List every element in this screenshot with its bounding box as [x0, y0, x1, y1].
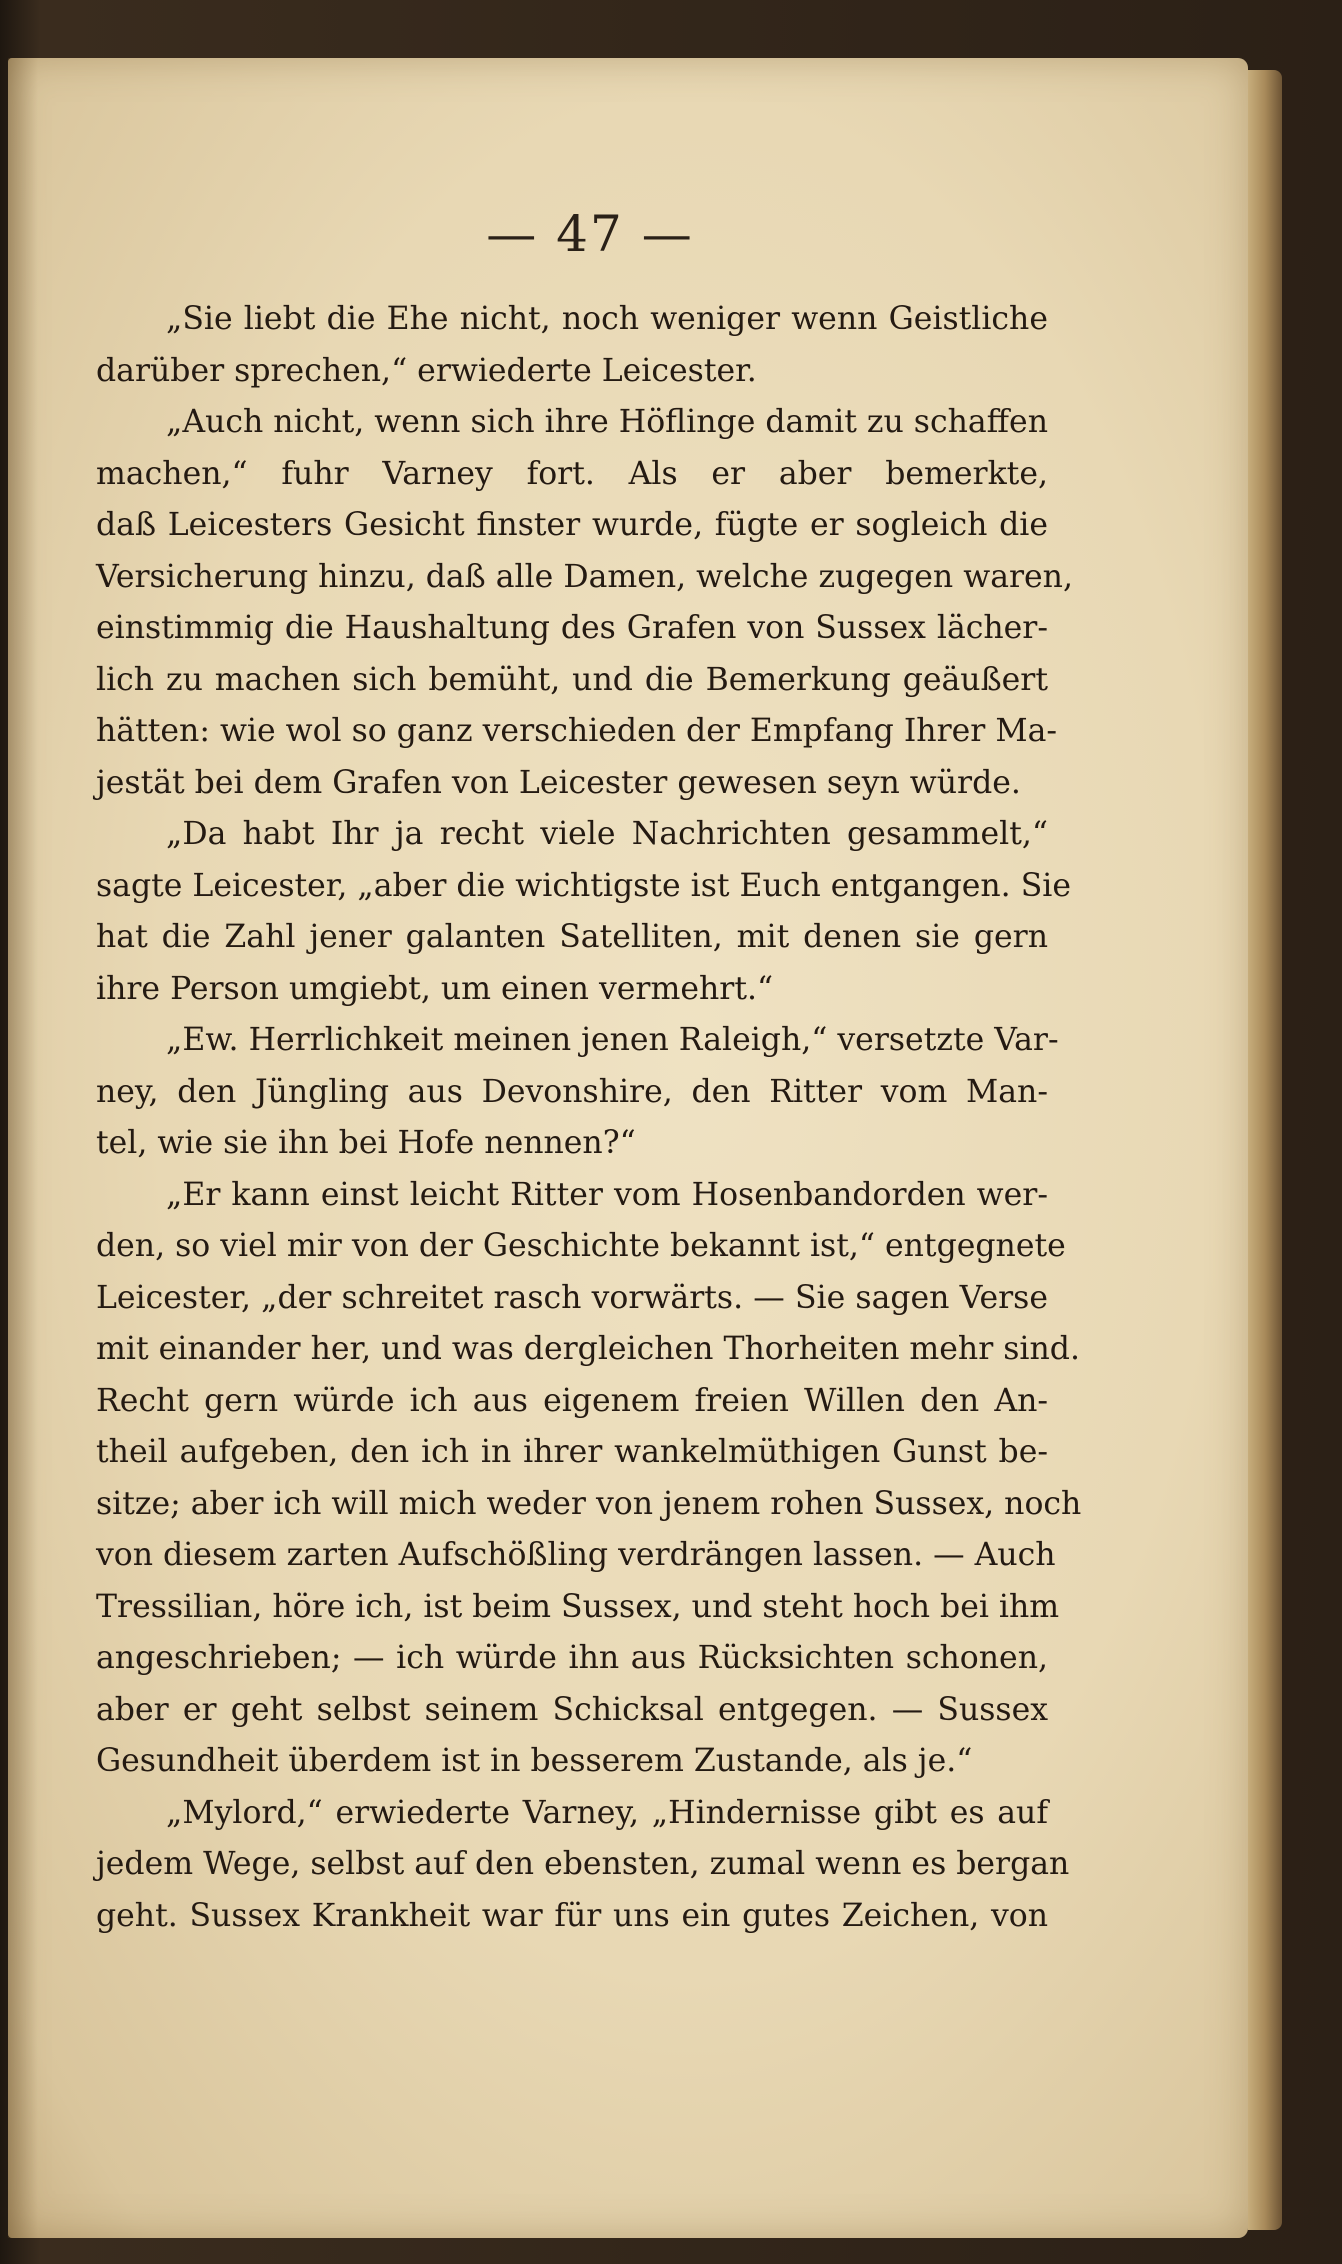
text-line: „Auch nicht, wenn sich ihre Höflinge damit zu schaffen [166, 404, 1048, 440]
text-line: tel, wie sie ihn bei Hofe nennen?“ [96, 1125, 636, 1161]
text-line: ihre Person umgiebt, um einen vermehrt.“ [96, 970, 774, 1007]
text-line: jestät bei dem Grafen von Leicester gewesen seyn würde. [96, 764, 1021, 801]
text-line: lich zu machen sich bemüht, und die Bemerkung geäußert [96, 661, 1048, 698]
text-line: „Mylord,“ erwiederte Varney, „Hindernisse gibt es auf [166, 1794, 1048, 1831]
text-line: theil aufgeben, den ich in ihrer wankelmüthigen Gunst be- [96, 1434, 1048, 1470]
body-text [96, 294, 1082, 1942]
text-line: „Sie liebt die Ehe nicht, noch weniger wenn Geistliche [166, 301, 1048, 337]
text-line: „Ew. Herrlichkeit meinen jenen Raleigh,“ versetzte Var- [166, 1022, 1059, 1058]
text-line: einstimmig die Haushaltung des Grafen von Sussex lächer- [96, 610, 1048, 646]
text-line: angeschrieben; — ich würde ihn aus Rücksichten schonen, [96, 1640, 1048, 1676]
text-line: Tressilian, höre ich, ist beim Sussex, und steht hoch bei ihm [96, 1588, 1060, 1625]
text-line: daß Leicesters Gesicht finster wurde, fügte er sogleich die [96, 507, 1048, 543]
text-line: von diesem zarten Aufschößling verdrängen lassen. — Auch [96, 1537, 1056, 1573]
text-line: ney, den Jüngling aus Devonshire, den Ritter vom Man- [96, 1073, 1048, 1110]
page-number: — 47 — [486, 205, 694, 263]
text-line: „Da habt Ihr ja recht viele Nachrichten gesammelt,“ [166, 816, 1048, 852]
text-line: Versicherung hinzu, daß alle Damen, welche zugegen waren, [96, 558, 1073, 595]
text-line: mit einander her, und was dergleichen Thorheiten mehr sind. [96, 1331, 1080, 1367]
page-edge [1248, 70, 1282, 2230]
text-line: „Er kann einst leicht Ritter vom Hosenbandorden wer- [166, 1176, 1048, 1213]
gutter-shadow [8, 58, 38, 2238]
text-line: sagte Leicester, „aber die wichtigste ist Euch entgangen. Sie [96, 867, 1072, 904]
text-line: Gesundheit überdem ist in besserem Zustande, als je.“ [96, 1743, 973, 1779]
text-line: Recht gern würde ich aus eigenem freien Willen den An- [96, 1382, 1048, 1419]
text-line: geht. Sussex Krankheit war für uns ein gutes Zeichen, von [96, 1897, 1048, 1934]
text-line: darüber sprechen,“ erwiederte Leicester. [96, 352, 757, 389]
text-line: hat die Zahl jener galanten Satelliten, mit denen sie gern [96, 919, 1048, 955]
text-line: sitze; aber ich will mich weder von jenem rohen Sussex, noch [96, 1485, 1082, 1522]
text-line: Leicester, „der schreitet rasch vorwärts. — Sie sagen Verse [96, 1279, 1048, 1316]
text-line: aber er geht selbst seinem Schicksal entgegen. — Sussex [96, 1691, 1048, 1728]
text-line: den, so viel mir von der Geschichte bekannt ist,“ entgegnete [96, 1228, 1066, 1264]
text-line: machen,“ fuhr Varney fort. Als er aber bemerkte, [96, 455, 1048, 492]
text-line: hätten: wie wol so ganz verschieden der Empfang Ihrer Ma- [96, 713, 1058, 749]
text-line: jedem Wege, selbst auf den ebensten, zumal wenn es bergan [96, 1846, 1070, 1882]
